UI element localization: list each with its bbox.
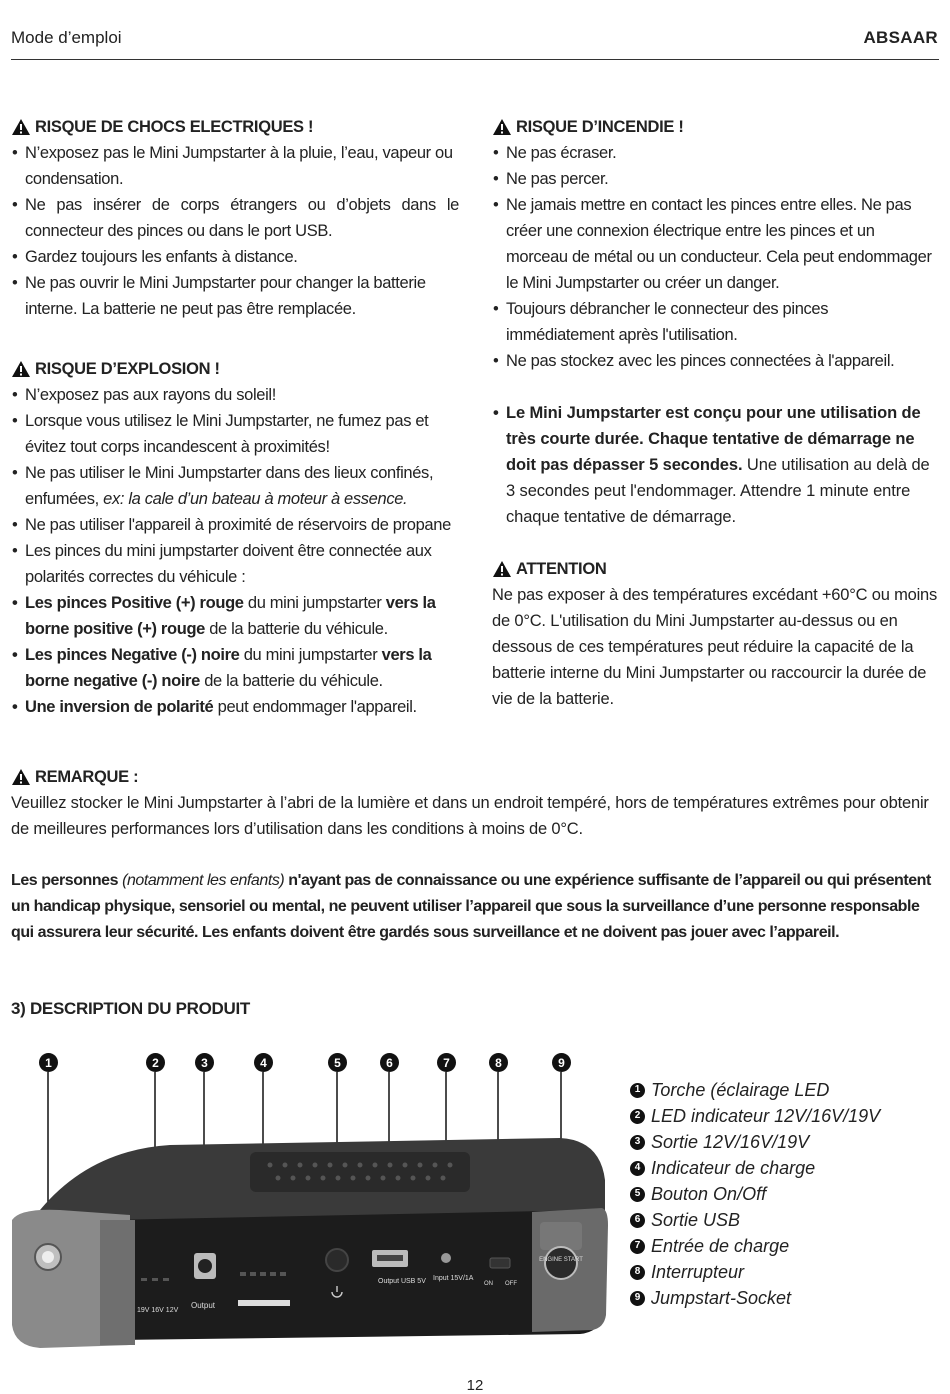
off-label: OFF — [505, 1281, 517, 1287]
legend-item: 3 Sortie 12V/16V/19V — [630, 1129, 880, 1155]
legend-item: 8 Interrupteur — [630, 1259, 880, 1285]
list-item: • Ne pas utiliser le Mini Jumpstarter dans des lieux confinés, enfumées, ex: la cale d’un bateau à moteur à essence. — [11, 460, 459, 512]
list-item: • Toujours débrancher le connecteur des pinces immédiatement après l'utilisation. — [492, 296, 940, 348]
header-divider — [11, 59, 939, 60]
list-item: • Ne jamais mettre en contact les pinces entre elles. Ne pas créer une connexion électrique entre les pinces et un morceau de métal ou un conducteur. Cela peut endommager le Mini Jumpstarter ou créer un danger. — [492, 192, 940, 296]
list-item: • Ne pas utiliser l'appareil à proximité de réservoirs de propane — [11, 512, 459, 538]
supervision-text: Les personnes (notamment les enfants) n'ayant pas de connaissance ou une expérience suffisante de l’appareil ou qui présentent un handicap physique, sensoriel ou mental, ne peuvent utiliser l’appareil que sous la surveillance d’une personne responsable qui assurera leur sécurité. Les enfants doivent être gardés sous surveillance et ne doivent pas jouer avec l’appareil. — [11, 872, 931, 941]
header-title: Mode d’emploi — [11, 28, 122, 47]
legend-item: 4 Indicateur de charge — [630, 1155, 880, 1181]
list-item: • Gardez toujours les enfants à distance. — [11, 244, 459, 270]
callout-number: 9 — [552, 1053, 571, 1072]
electric-shock-heading: RISQUE DE CHOCS ELECTRIQUES ! — [11, 114, 459, 140]
list-item: • Lorsque vous utilisez le Mini Jumpstarter, ne fumez pas et évitez tout corps incandescent à proximités! — [11, 408, 459, 460]
attention-text: Ne pas exposer à des températures excédant +60°C ou moins de 0°C. L'utilisation du Mini Jumpstarter au-dessus ou en dessous de ces températures peut réduire la capacité de la batterie interne du Mini Jumpstarter ou raccourcir la durée de vie de la batterie. — [492, 586, 938, 708]
usage-note: • Le Mini Jumpstarter est conçu pour une utilisation de très courte durée. Chaque tentative de démarrage ne doit pas dépasser 5 secondes. Une utilisation au delà de 3 secondes peut l'endommager. Attendre 1 minute entre chaque tentative de démarrage. — [492, 400, 940, 530]
remark-heading: REMARQUE : — [11, 764, 939, 790]
legend-item: 5 Bouton On/Off — [630, 1181, 880, 1207]
list-item: • Ne pas insérer de corps étrangers ou d’objets dans le connecteur des pinces ou dans le port USB. — [11, 192, 459, 244]
remark-section — [11, 764, 939, 946]
warning-icon — [492, 560, 512, 578]
polarity-item: • Les pinces Positive (+) rouge du mini jumpstarter vers la borne positive (+) rouge de la batterie du véhicule. — [11, 590, 459, 642]
legend-item: 7 Entrée de charge — [630, 1233, 880, 1259]
legend-item: 1 Torche (éclairage LED — [630, 1077, 880, 1103]
callout-legend — [630, 1077, 880, 1311]
jumpstarter-illustration — [0, 1070, 610, 1370]
usb-label: Output USB 5V — [378, 1278, 426, 1285]
remark-text: Veuillez stocker le Mini Jumpstarter à l’abri de la lumière et dans un endroit tempéré, hors de températures extrêmes pour obtenir de meilleures performances lors d’utilisation dans les conditions à moins de 0°C. — [11, 794, 929, 838]
left-column — [11, 114, 459, 720]
on-label: ON — [484, 1281, 493, 1287]
list-item: • Ne pas écraser. — [492, 140, 940, 166]
callout-number: 1 — [39, 1053, 58, 1072]
polarity-item: • Les pinces Negative (-) noire du mini jumpstarter vers la borne negative (-) noire de la batterie du véhicule. — [11, 642, 459, 694]
list-item: • N’exposez pas le Mini Jumpstarter à la pluie, l’eau, vapeur ou condensation. — [11, 140, 459, 192]
callout-number: 5 — [328, 1053, 347, 1072]
brand-name: ABSAAR — [863, 28, 938, 47]
list-item: • Les pinces du mini jumpstarter doivent être connectée aux polarités correctes du véhicule : — [11, 538, 459, 590]
legend-item: 9 Jumpstart-Socket — [630, 1285, 880, 1311]
list-item: • Ne pas stockez avec les pinces connectées à l'appareil. — [492, 348, 940, 374]
attention-heading: ATTENTION — [492, 556, 940, 582]
input-label: Input 15V/1A — [433, 1275, 474, 1282]
warning-icon — [492, 118, 512, 136]
list-item: • N’exposez pas aux rayons du soleil! — [11, 382, 459, 408]
callout-number: 6 — [380, 1053, 399, 1072]
legend-item: 6 Sortie USB — [630, 1207, 880, 1233]
fire-heading: RISQUE D’INCENDIE ! — [492, 114, 940, 140]
engine-start-label: ENGINE START — [539, 1257, 583, 1263]
section-title: 3) DESCRIPTION DU PRODUIT — [11, 999, 251, 1018]
output-label: Output — [191, 1301, 216, 1310]
warning-icon — [11, 768, 31, 786]
warning-icon — [11, 360, 31, 378]
explosion-heading: RISQUE D’EXPLOSION ! — [11, 356, 459, 382]
warning-icon — [11, 118, 31, 136]
callout-number: 4 — [254, 1053, 273, 1072]
callout-number: 8 — [489, 1053, 508, 1072]
list-item: • Ne pas percer. — [492, 166, 940, 192]
callout-number: 7 — [437, 1053, 456, 1072]
voltage-label: 19V 16V 12V — [137, 1307, 179, 1314]
callout-number: 3 — [195, 1053, 214, 1072]
right-column — [492, 114, 940, 712]
legend-item: 2 LED indicateur 12V/16V/19V — [630, 1103, 880, 1129]
callout-number: 2 — [146, 1053, 165, 1072]
list-item: • Ne pas ouvrir le Mini Jumpstarter pour changer la batterie interne. La batterie ne peut pas être remplacée. — [11, 270, 459, 322]
polarity-item: • Une inversion de polarité peut endommager l'appareil. — [11, 694, 459, 720]
page-number: 12 — [466, 1377, 484, 1394]
